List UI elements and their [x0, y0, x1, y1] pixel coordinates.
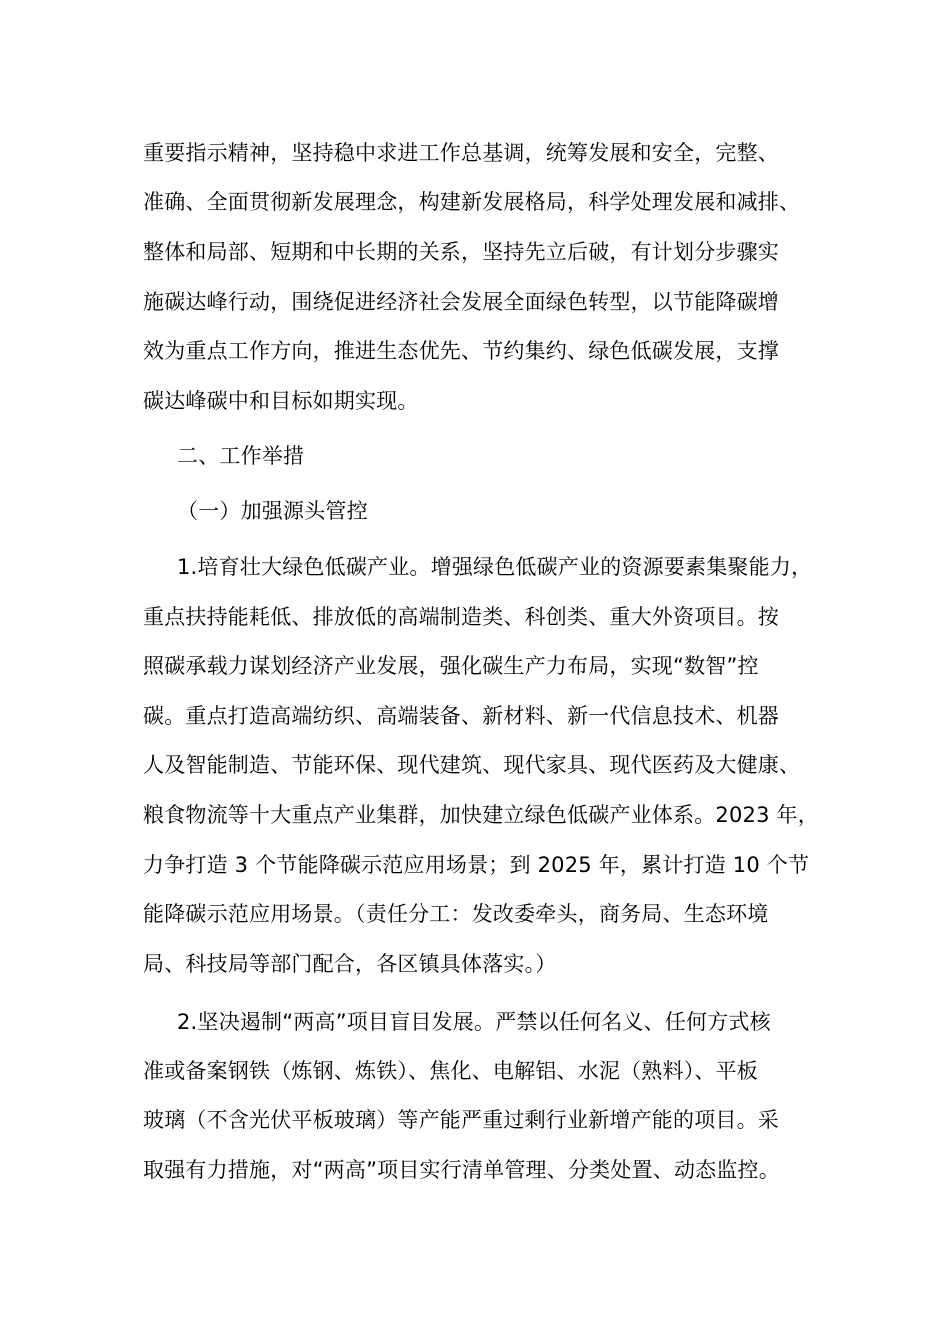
section-heading: 二、工作举措 [177, 444, 305, 468]
text-line: 人及智能制造、节能环保、现代建筑、现代家具、现代医药及大健康、 [143, 753, 801, 777]
text-line: 力争打造 3 个节能降碳示范应用场景；到 2025 年，累计打造 10 个节 [143, 853, 810, 877]
text-line: 重点扶持能耗低、排放低的高端制造类、科创类、重大外资项目。按 [143, 605, 779, 629]
text-line: 局、科技局等部门配合，各区镇具体落实。） [143, 952, 557, 976]
text-line: 2.坚决遏制“两高”项目盲目发展。严禁以任何名义、任何方式核 [177, 1010, 771, 1034]
text-line: 取强有力措施，对“两高”项目实行清单管理、分类处置、动态监控。 [143, 1158, 780, 1182]
text-line: 照碳承载力谋划经济产业发展，强化碳生产力布局，实现“数智”控 [143, 654, 759, 678]
text-line: 1.培育壮大绿色低碳产业。增强绿色低碳产业的资源要素集聚能力， [177, 555, 813, 579]
text-line: 准确、全面贯彻新发展理念，构建新发展格局，科学处理发展和减排、 [143, 190, 801, 214]
text-line: 碳。重点打造高端纺织、高端装备、新材料、新一代信息技术、机器 [143, 704, 779, 728]
text-line: 能降碳示范应用场景。（责任分工：发改委牵头，商务局、生态环境 [143, 902, 769, 926]
text-line: 玻璃（不含光伏平板玻璃）等产能严重过剩行业新增产能的项目。采 [143, 1108, 779, 1132]
text-line: 重要指示精神，坚持稳中求进工作总基调，统筹发展和安全，完整、 [143, 141, 779, 165]
text-line: 准或备案钢铁（炼钢、炼铁）、焦化、电解铝、水泥（熟料）、平板 [143, 1059, 758, 1083]
subsection-heading: （一）加强源头管控 [177, 499, 368, 523]
text-line: 效为重点工作方向，推进生态优先、节约集约、绿色低碳发展，支撑 [143, 339, 779, 363]
text-line: 碳达峰碳中和目标如期实现。 [143, 389, 419, 413]
text-line: 粮食物流等十大重点产业集群，加快建立绿色低碳产业体系。2023 年， [143, 803, 819, 827]
text-line: 施碳达峰行动，围绕促进经济社会发展全面绿色转型，以节能降碳增 [143, 290, 779, 314]
text-line: 整体和局部、短期和中长期的关系，坚持先立后破，有计划分步骤实 [143, 240, 779, 264]
